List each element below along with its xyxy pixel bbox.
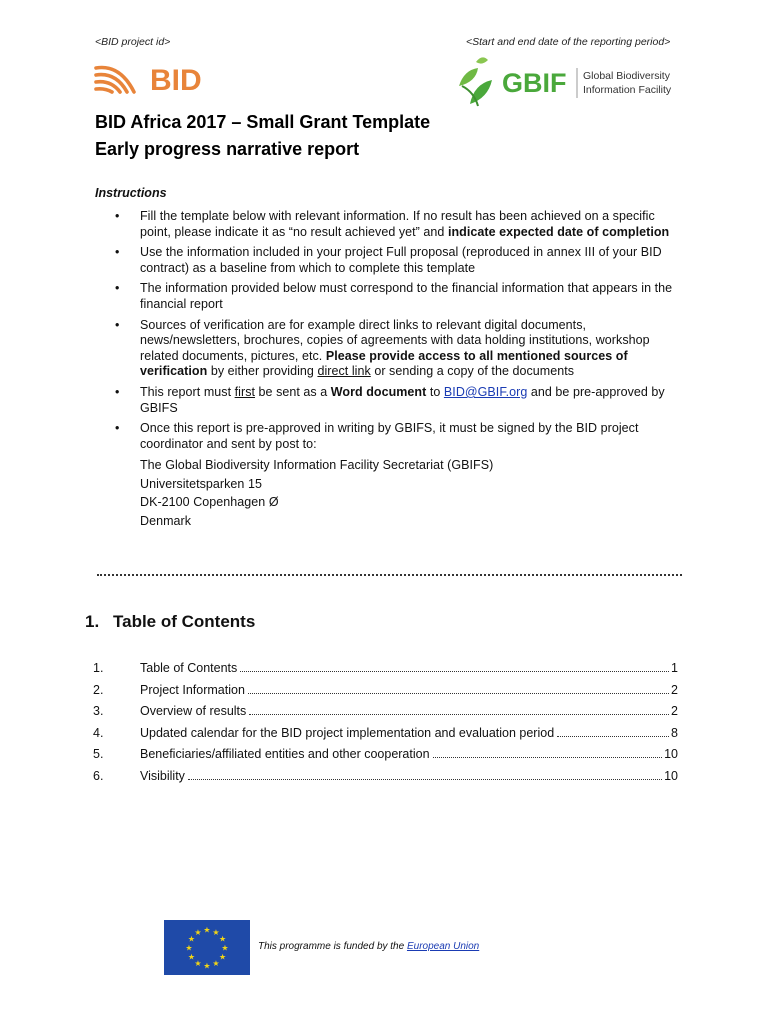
- footer-funding-note: [258, 941, 479, 952]
- instruction-underline: first: [234, 384, 256, 399]
- instruction-text: or sending a copy of the documents: [370, 364, 575, 379]
- eu-star-icon: ★: [221, 943, 229, 953]
- toc-entry[interactable]: [93, 726, 678, 748]
- eu-star-icon: ★: [194, 959, 202, 969]
- toc-leader: [433, 757, 663, 758]
- eu-star-icon: ★: [212, 927, 220, 937]
- toc-entry-title[interactable]: Overview of results: [140, 704, 247, 719]
- instruction-emphasis: indicate expected date of completion: [447, 224, 670, 239]
- bullet-icon: •: [115, 281, 120, 296]
- address-line: Denmark: [140, 513, 192, 528]
- bullet-icon: •: [115, 209, 120, 223]
- instruction-emphasis: Please provide access to all mentioned sources of verification: [140, 348, 628, 379]
- header-reporting-period: <Start and end date of the reporting period>: [466, 36, 671, 48]
- gbif-logo: [456, 56, 678, 108]
- toc-entry-page: 1: [671, 661, 678, 675]
- toc-entry-title[interactable]: Visibility: [140, 768, 185, 783]
- eu-star-icon: ★: [187, 952, 195, 962]
- instructions-list: [95, 209, 680, 535]
- toc-list: [93, 661, 678, 791]
- toc-entry-title[interactable]: Beneficiaries/affiliated entities and other cooperation: [140, 747, 430, 762]
- instruction-item: [95, 421, 680, 530]
- toc-entry-title[interactable]: Table of Contents: [140, 661, 238, 675]
- toc-entry-page: 2: [671, 682, 678, 697]
- toc-entry[interactable]: [93, 747, 678, 769]
- eu-star-icon: ★: [219, 934, 227, 944]
- eu-star-icon: ★: [212, 959, 220, 969]
- toc-entry-number: 3.: [93, 704, 104, 719]
- gbif-logo-line1: Global Biodiversity: [583, 70, 670, 82]
- toc-leader: [249, 714, 669, 715]
- instruction-text: be sent as a: [255, 384, 331, 399]
- toc-heading-number: 1.: [85, 612, 100, 631]
- bullet-icon: •: [115, 421, 120, 436]
- toc-heading-text: Table of Contents: [113, 612, 256, 631]
- bid-logo: [94, 60, 224, 96]
- gbif-logo-line2: Information Facility: [583, 84, 672, 96]
- eu-star-icon: ★: [194, 927, 202, 937]
- address-line: DK-2100 Copenhagen Ø: [140, 495, 279, 510]
- instruction-text: and be pre-approved by GBIFS: [140, 384, 665, 415]
- document-title: BID Africa 2017 – Small Grant Template: [95, 112, 431, 132]
- toc-entry-page: 2: [671, 704, 678, 719]
- address-line: Universitetsparken 15: [140, 476, 262, 491]
- toc-entry-page: 8: [671, 725, 678, 740]
- toc-entry-number: 1.: [93, 661, 104, 675]
- header-project-id: <BID project id>: [95, 36, 171, 48]
- gbif-leaf-icon: [459, 57, 492, 106]
- toc-entry[interactable]: [93, 661, 678, 683]
- eu-star-icon: ★: [203, 961, 211, 971]
- instruction-item: [95, 281, 680, 312]
- gbif-logo-text: GBIF: [502, 68, 567, 98]
- toc-entry-page: 10: [664, 768, 678, 783]
- eu-flag-icon: [164, 920, 250, 975]
- instruction-item: [95, 318, 680, 380]
- instruction-text: The information provided below must correspond to the financial information that appears in the financial report: [140, 281, 673, 311]
- address-line: The Global Biodiversity Information Facility Secretariat (GBIFS): [140, 458, 494, 473]
- toc-entry-page: 10: [664, 747, 678, 762]
- instruction-item: [95, 245, 680, 276]
- instruction-text: to: [426, 384, 444, 399]
- document-subtitle: Early progress narrative report: [95, 139, 360, 159]
- eu-star-icon: ★: [187, 934, 195, 944]
- toc-entry[interactable]: [93, 769, 678, 791]
- toc-heading: [85, 612, 255, 632]
- section-divider: [97, 574, 682, 576]
- bullet-icon: •: [115, 384, 120, 399]
- instruction-text: by either providing: [207, 364, 318, 379]
- instruction-item: [95, 385, 680, 416]
- toc-entry-title[interactable]: Project Information: [140, 682, 245, 697]
- instruction-text: Once this report is pre-approved in writing by GBIFS, it must be signed by the BID project coordinator and sent by post to:: [140, 421, 639, 451]
- toc-entry-number: 5.: [93, 747, 104, 762]
- eu-star-icon: ★: [219, 952, 227, 962]
- toc-entry-number: 2.: [93, 682, 104, 697]
- toc-entry[interactable]: [93, 704, 678, 726]
- eu-star-icon: ★: [185, 943, 193, 953]
- bid-logo-text: BID: [150, 64, 202, 96]
- bullet-icon: •: [115, 245, 120, 260]
- toc-entry-number: 6.: [93, 768, 104, 783]
- eu-star-icon: ★: [203, 925, 211, 935]
- toc-leader: [248, 693, 669, 694]
- european-union-link[interactable]: European Union: [406, 941, 480, 952]
- instruction-emphasis: Word document: [330, 384, 427, 399]
- footer-text: This programme is funded by the: [258, 941, 407, 952]
- instruction-item: [95, 209, 680, 240]
- instructions-heading: Instructions: [95, 186, 167, 200]
- instruction-underline: direct link: [317, 364, 371, 379]
- toc-leader: [240, 671, 669, 672]
- instruction-text: Use the information included in your project Full proposal (reproduced in annex III of your BID contract) as a baseline from which to complete this template: [140, 245, 662, 275]
- instruction-text: This report must: [140, 384, 235, 399]
- bullet-icon: •: [115, 317, 120, 332]
- toc-leader: [188, 779, 662, 780]
- postal-address: [140, 456, 680, 530]
- instruction-text: Sources of verification are for example direct links to relevant digital documents, news/newsletters, brochures, copies of agreements with data holding institutions, workshop related documents, pictures, etc.: [140, 317, 650, 363]
- instruction-text: Fill the template below with relevant information. If no result has been achieved on a specific point, please indicate it as “no result achieved yet” and: [140, 209, 655, 239]
- toc-entry-number: 4.: [93, 725, 104, 740]
- toc-entry[interactable]: [93, 683, 678, 705]
- toc-entry-title[interactable]: Updated calendar for the BID project implementation and evaluation period: [140, 725, 555, 740]
- email-link[interactable]: BID@GBIF.org: [443, 384, 528, 399]
- toc-leader: [557, 736, 669, 737]
